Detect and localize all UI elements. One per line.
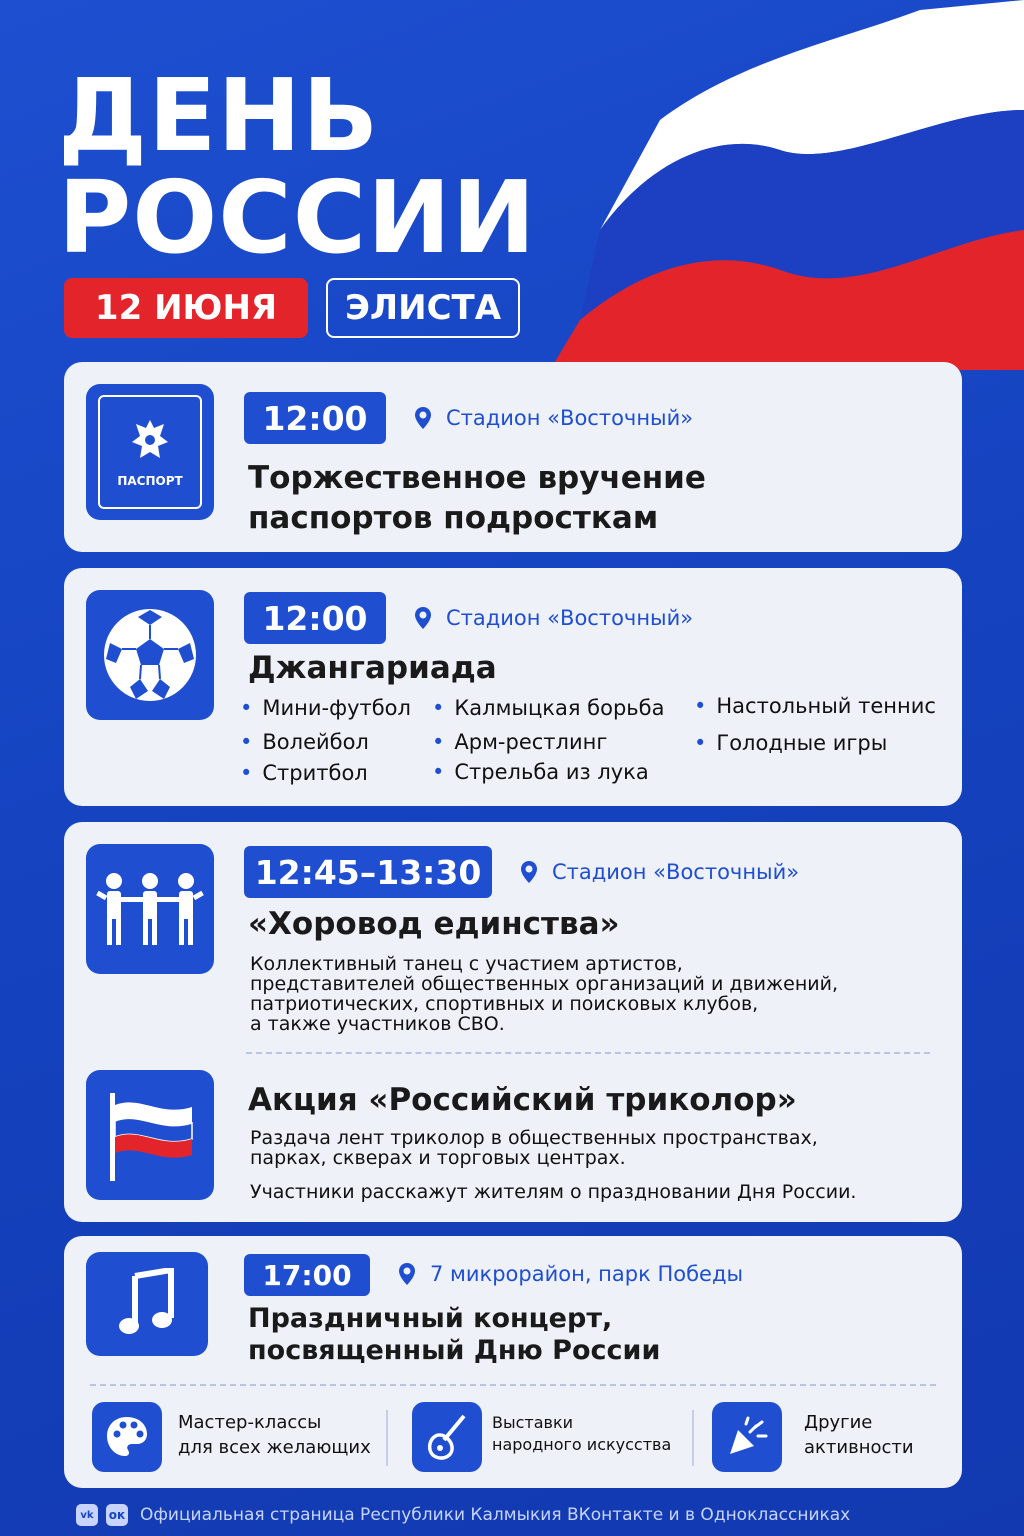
music-note-icon: [86, 1252, 208, 1356]
event-title: Акция «Российский триколор»: [248, 1082, 797, 1118]
extra-label: Выставки народного искусства: [492, 1413, 672, 1454]
russian-flag-icon: [86, 1070, 214, 1200]
city-badge: ЭЛИСТА: [326, 278, 520, 338]
sport-item: • Мини-футбол: [240, 696, 411, 720]
palette-icon: [92, 1402, 162, 1472]
event-title-line2: посвященный Дню России: [248, 1335, 661, 1366]
separator: [386, 1410, 388, 1466]
event-location: Стадион «Восточный»: [414, 606, 693, 630]
event-title: «Хоровод единства»: [248, 906, 620, 942]
people-holding-hands-icon: [86, 844, 214, 974]
event-title: Джангариада: [248, 650, 497, 686]
location-pin-icon: [398, 1262, 416, 1286]
event-title-line1: Праздничный концерт,: [248, 1303, 613, 1334]
odnoklassniki-icon[interactable]: ок: [106, 1504, 128, 1526]
kalmykia-emblem-icon: [924, 28, 998, 102]
location-pin-icon: [414, 406, 432, 430]
party-popper-icon: [712, 1402, 782, 1472]
event-title-line2: паспортов подросткам: [248, 500, 659, 536]
sport-item: • Калмыцкая борьба: [432, 696, 665, 720]
sport-item: • Стритбол: [240, 761, 368, 785]
date-badge: 12 ИЮНЯ: [64, 278, 308, 338]
event-location: Стадион «Восточный»: [520, 860, 799, 884]
location-pin-icon: [520, 860, 538, 884]
separator: [692, 1410, 694, 1466]
event-time: 17:00: [244, 1254, 370, 1296]
event-description: Коллективный танец с участием артистов, представителей общественных организаций и движений, патриотических, спортивных и поисковых клубов, а также участников СВО.: [250, 953, 838, 1035]
event-time: 12:00: [244, 392, 386, 444]
divider: [90, 1384, 936, 1386]
vk-icon[interactable]: vk: [76, 1504, 98, 1526]
footer-text: Официальная страница Республики Калмыкия ВКонтакте и в Одноклассниках: [140, 1505, 851, 1525]
event-card-concert: [64, 1236, 962, 1488]
sport-item: • Стрельба из лука: [432, 760, 649, 784]
event-location: Стадион «Восточный»: [414, 406, 693, 430]
sport-item: • Волейбол: [240, 730, 369, 754]
event-time: 12:45–13:30: [244, 846, 492, 898]
sport-item: • Арм-рестлинг: [432, 730, 607, 754]
divider: [246, 1052, 930, 1054]
event-note: Участники расскажут жителям о праздновании Дня России.: [250, 1181, 857, 1203]
soccer-ball-icon: [86, 590, 214, 720]
sport-item: • Настольный теннис: [694, 694, 936, 718]
event-description: Раздача лент триколор в общественных пространствах, парках, скверах и торговых центрах.: [250, 1127, 818, 1169]
extra-label: Другие активности: [804, 1412, 914, 1458]
extra-label: Мастер-классы для всех желающих: [178, 1412, 371, 1458]
page-title-line1: ДЕНЬ: [58, 57, 380, 174]
page-title-line2: РОССИИ: [58, 159, 537, 276]
event-location: 7 микрорайон, парк Победы: [398, 1262, 743, 1286]
footer: [76, 1504, 850, 1526]
passport-icon-label: ПАСПОРТ: [117, 474, 183, 488]
event-card-dzhangariada: [64, 568, 962, 806]
event-card-passports: [64, 362, 962, 552]
sport-item: • Голодные игры: [694, 731, 887, 755]
event-time: 12:00: [244, 592, 386, 644]
location-pin-icon: [414, 606, 432, 630]
event-card-khorovod-tricolor: [64, 822, 962, 1222]
passport-icon: [86, 384, 214, 520]
dombra-icon: [412, 1402, 482, 1472]
event-title-line1: Торжественное вручение: [248, 460, 706, 496]
